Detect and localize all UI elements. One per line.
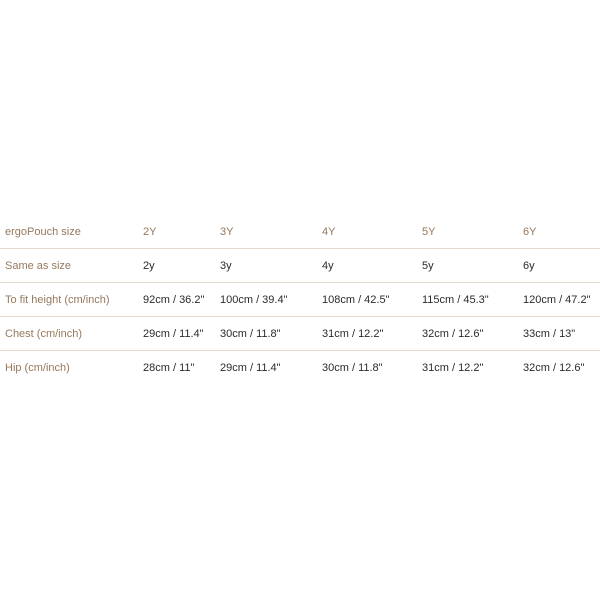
- table-cell: 2y: [138, 249, 215, 283]
- header-cell-6y: 6Y: [518, 215, 600, 249]
- table-cell: 120cm / 47.2": [518, 283, 600, 317]
- row-label: Same as size: [0, 249, 138, 283]
- table-row-hip: [0, 351, 600, 385]
- table-cell: 30cm / 11.8": [322, 361, 383, 374]
- table-cell: 108cm / 42.5": [317, 283, 417, 317]
- table-cell: 31cm / 12.2": [317, 317, 417, 351]
- table-cell: 5y: [417, 249, 518, 283]
- table-cell: 32cm / 12.6": [417, 317, 518, 351]
- table-cell: 4y: [317, 249, 417, 283]
- table-cell: 29cm / 11.4": [138, 317, 215, 351]
- table-cell: 6y: [518, 249, 600, 283]
- size-chart-table: [0, 215, 600, 384]
- table-cell: 28cm / 11": [143, 361, 195, 374]
- table-row-height: [0, 283, 600, 317]
- table-cell: 30cm / 11.8": [215, 317, 317, 351]
- header-cell-4y: 4Y: [317, 215, 417, 249]
- header-cell-2y: 2Y: [138, 215, 215, 249]
- table-cell: 33cm / 13": [518, 317, 600, 351]
- row-label: To fit height (cm/inch): [0, 283, 138, 317]
- header-cell-3y: 3Y: [215, 215, 317, 249]
- table-row-chest: [0, 317, 600, 351]
- table-row-same-as-size: [0, 249, 600, 283]
- table-header-row: [0, 215, 600, 249]
- table-cell: 31cm / 12.2": [422, 361, 484, 374]
- table-cell: 92cm / 36.2": [138, 283, 215, 317]
- table-cell: 100cm / 39.4": [215, 283, 317, 317]
- header-cell-size-label: ergoPouch size: [0, 215, 138, 249]
- table-cell: 3y: [215, 249, 317, 283]
- table-cell: 115cm / 45.3": [417, 283, 518, 317]
- row-label: Hip (cm/inch): [5, 361, 70, 374]
- table-cell: 32cm / 12.6": [523, 361, 585, 374]
- row-label: Chest (cm/inch): [0, 317, 138, 351]
- header-cell-5y: 5Y: [417, 215, 518, 249]
- table-cell: 29cm / 11.4": [220, 361, 281, 374]
